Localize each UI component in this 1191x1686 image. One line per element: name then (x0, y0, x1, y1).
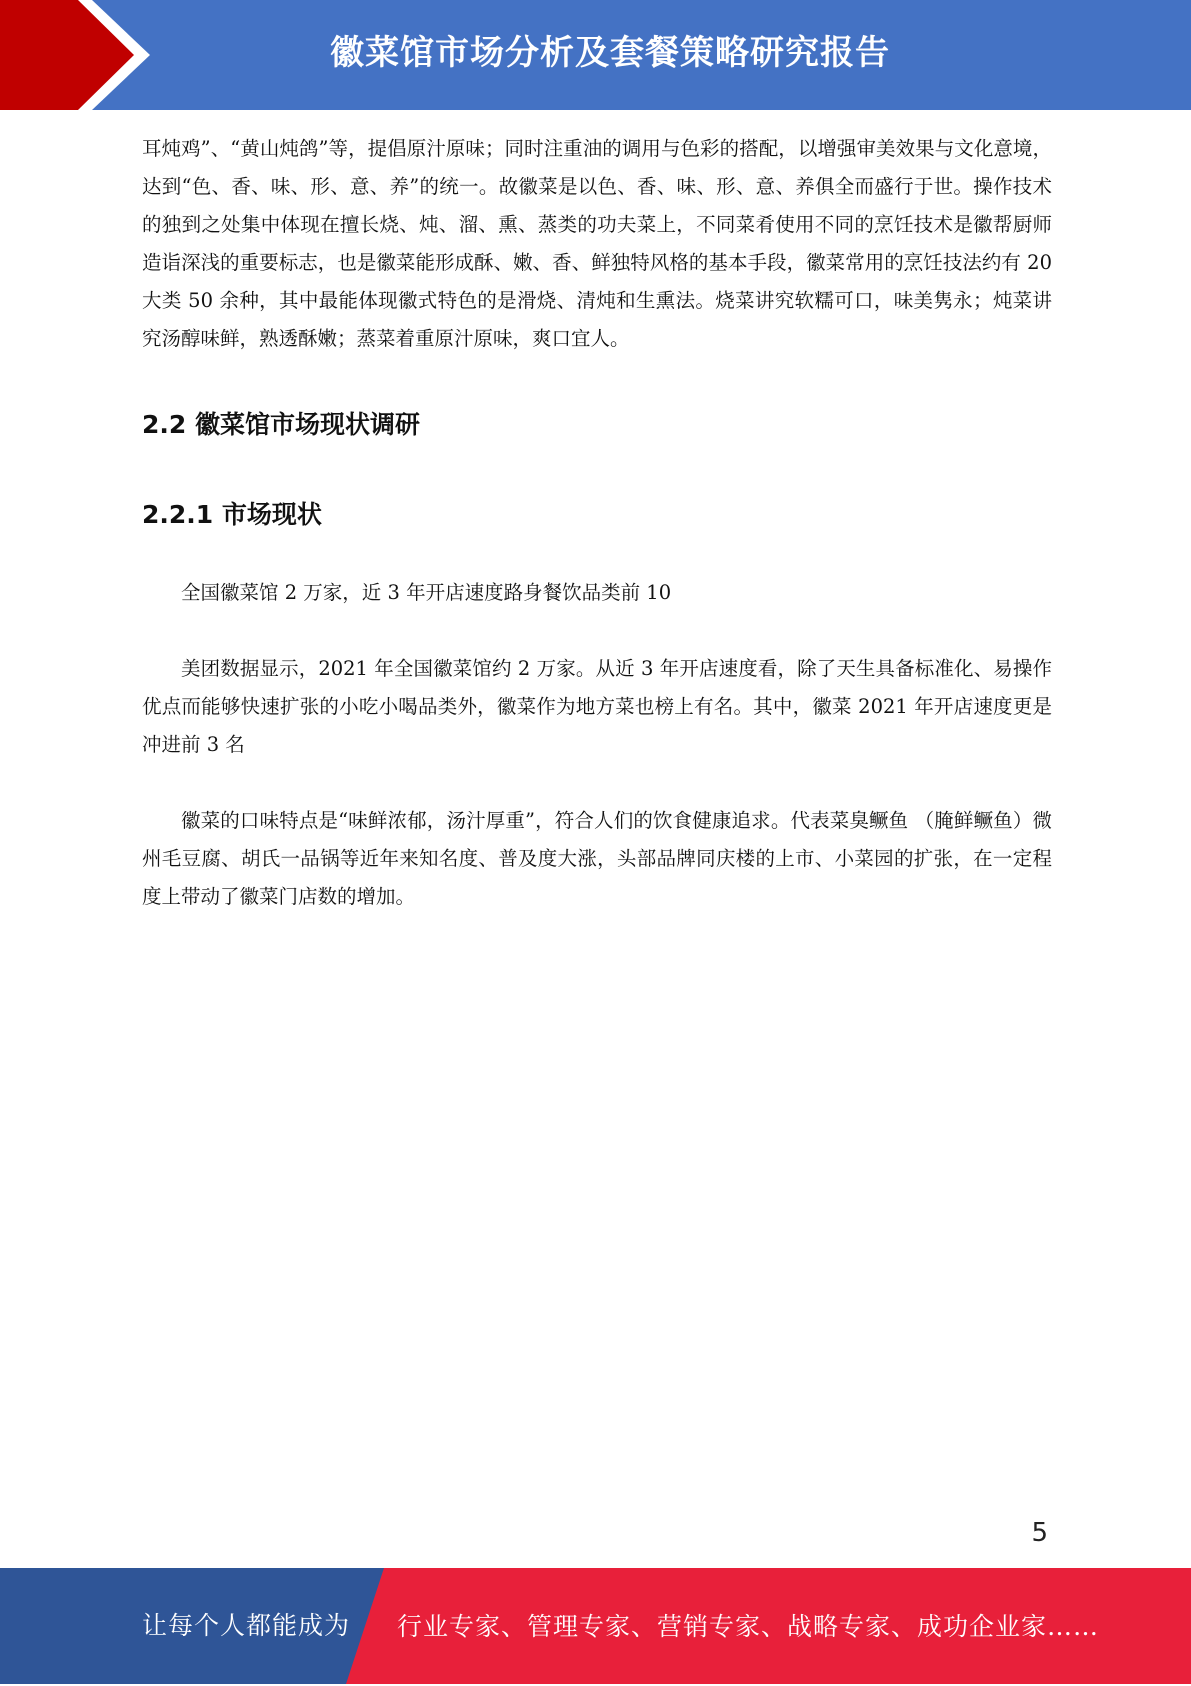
report-title: 徽菜馆市场分析及套餐策略研究报告 (330, 33, 890, 73)
paragraph-3: 徽菜的口味特点是“味鲜浓郁，汤汁厚重”，符合人们的饮食健康追求。代表菜臭鳜鱼 （腌鲜鳜鱼）微州毛豆腐、胡氏一品锅等近年来知名度、普及度大涨，头部品牌同庆楼的上市、小菜园的扩张，在一定程度上带动了徽菜门店数的增加。 (142, 809, 1052, 908)
section-heading: 2.2 徽菜馆市场现状调研 (142, 410, 420, 439)
page-footer (0, 1568, 1191, 1684)
paragraph-1: 全国徽菜馆 2 万家，近 3 年开店速度路身餐饮品类前 10 (181, 581, 672, 604)
paragraph-2: 美团数据显示，2021 年全国徽菜馆约 2 万家。从近 3 年开店速度看，除了天生具备标准化、易操作优点而能够快速扩张的小吃小喝品类外，徽菜作为地方菜也榜上有名。其中，徽菜 2021 年开店速度更是冲进前 3 名 (142, 657, 1052, 756)
footer-slogan-left: 让每个人都能成为 (142, 1611, 351, 1640)
footer-slogan-right: 行业专家、管理专家、营销专家、战略专家、成功企业家…… (397, 1612, 1100, 1641)
document-body (142, 130, 1052, 916)
page-number: 5 (1031, 1518, 1048, 1548)
page-header (0, 0, 1191, 110)
subsection-heading: 2.2.1 市场现状 (142, 500, 322, 529)
intro-paragraph: 耳炖鸡”、“黄山炖鸽”等，提倡原汁原味；同时注重油的调用与色彩的搭配，以增强审美效果与文化意境，达到“色、香、味、形、意、养”的统一。故徽菜是以色、香、味、形、意、养俱全而盛行于世。操作技术的独到之处集中体现在擅长烧、炖、溜、熏、蒸类的功夫菜上，不同菜肴使用不同的烹饪技术是徽帮厨师造诣深浅的重要标志，也是徽菜能形成酥、嫩、香、鲜独特风格的基本手段，徽菜常用的烹饪技法约有 20 大类 50 余种，其中最能体现徽式特色的是滑烧、清炖和生熏法。烧菜讲究软糯可口，味美隽永；炖菜讲究汤醇味鲜，熟透酥嫩；蒸菜着重原汁原味，爽口宜人。 (142, 137, 1052, 350)
